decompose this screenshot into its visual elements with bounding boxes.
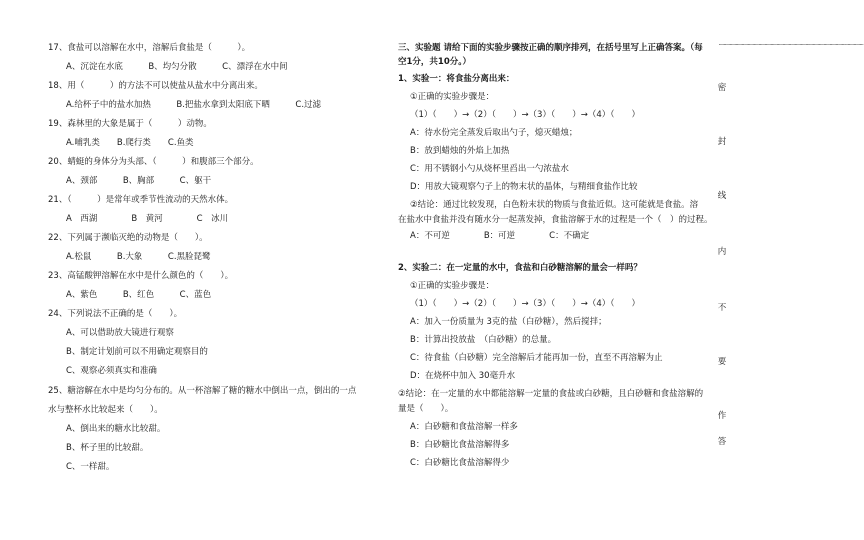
question-18-options: A.给杯子中的盐水加热 B.把盐水拿到太阳底下晒 C.过滤 — [66, 100, 322, 110]
exp2-order-blanks: （1）（ ）→（2）（ ）→（3）（ ）→（4）（ ） — [410, 299, 641, 309]
question-22: 22、下列属于濒临灭绝的动物是（ ）。 — [48, 233, 208, 243]
section-3-heading: 三、实验题 请给下面的实验步骤按正确的顺序排列，在括号里写上正确答案。（每 — [398, 43, 703, 53]
question-23-options: A、紫色 B、红色 C、蓝色 — [66, 290, 212, 300]
exp2-step-c: C：待食盐（白砂糖）完全溶解后才能再加一份，直至不再溶解为止 — [410, 353, 663, 363]
question-24-option-b: B、制定计划前可以不用确定观察目的 — [66, 347, 208, 357]
exp1-answer-options: A：不可逆 B：可逆 C：不确定 — [410, 231, 590, 241]
seal-dotted-line: ………………………………………………………………………………………………………… — [719, 40, 864, 47]
seal-char-3: 线 — [714, 190, 730, 202]
exp2-step-a: A：加入一份质量为 3克的盐（白砂糖），然后搅拌； — [410, 317, 607, 327]
question-24-option-c: C、观察必须真实和准确 — [66, 366, 157, 376]
question-21-options: A 西湖 B 黄河 C 冰川 — [66, 214, 229, 224]
question-23: 23、高锰酸钾溶解在水中是什么颜色的（ ）。 — [48, 271, 234, 281]
exp2-steps-label: ①正确的实验步骤是： — [410, 281, 495, 291]
question-20: 20、蜻蜓的身体分为头部、（ ）和腹部三个部分。 — [48, 157, 259, 167]
question-18: 18、用（ ）的方法不可以使盐从盐水中分离出来。 — [48, 81, 263, 91]
seal-char-6: 要 — [714, 356, 730, 368]
question-25-cont: 水与整杯水比较起来（ ）。 — [48, 405, 163, 415]
question-17: 17、食盐可以溶解在水中，溶解后食盐是（ ）。 — [48, 43, 251, 53]
exp2-step-d: D：在烧杯中加入 30毫升水 — [410, 371, 516, 381]
question-25-option-a: A、倒出来的糖水比较甜。 — [66, 424, 166, 434]
question-22-options: A.松鼠 B.大象 C.黑脸琵鹭 — [66, 252, 211, 262]
question-25-option-c: C、一样甜。 — [66, 462, 115, 472]
seal-char-2: 封 — [714, 136, 730, 148]
question-25: 25、糖溶解在水中是均匀分布的。从一杯溶解了糖的糖水中倒出一点，倒出的一点 — [48, 386, 357, 396]
exp2-option-b: B：白砂糖比食盐溶解得多 — [410, 440, 510, 450]
experiment-2-title: 2、实验二：在一定量的水中，食盐和白砂糖溶解的量会一样吗？ — [398, 263, 642, 273]
question-21: 21、（ ）是常年或季节性流动的天然水体。 — [48, 195, 234, 205]
exp1-step-a: A：待水份完全蒸发后取出勺子，熄灭蜡烛； — [410, 128, 578, 138]
question-24-option-a: A、可以借助放大镜进行观察 — [66, 328, 174, 338]
exp2-option-a: A：白砂糖和食盐溶解一样多 — [410, 422, 518, 432]
exp1-steps-label: ①正确的实验步骤是： — [410, 92, 495, 102]
question-19: 19、森林里的大象是属于（ ）动物。 — [48, 119, 212, 129]
seal-char-5: 不 — [714, 302, 730, 314]
exp1-conclusion-cont: 在盐水中食盐并没有随水分一起蒸发掉，食盐溶解于水的过程是一个（ ）的过程。 — [398, 215, 713, 225]
question-17-options: A、沉淀在水底 B、均匀分散 C、漂浮在水中间 — [66, 62, 288, 72]
seal-char-8: 答 — [714, 436, 730, 448]
experiment-1-title: 1、实验一：将食盐分离出来： — [398, 74, 515, 84]
question-20-options: A、颈部 B、胸部 C、躯干 — [66, 176, 212, 186]
question-25-option-b: B、杯子里的比较甜。 — [66, 443, 149, 453]
exp1-order-blanks: （1）（ ）→（2）（ ）→（3）（ ）→（4）（ ） — [410, 110, 641, 120]
section-3-heading-cont: 空1分，共10分。） — [398, 57, 471, 67]
exp1-step-c: C：用不锈钢小勺从烧杯里舀出一勺浓盐水 — [410, 164, 569, 174]
seal-char-7: 作 — [714, 410, 730, 422]
question-24: 24、下列说法不正确的是（ ）。 — [48, 309, 183, 319]
exp1-step-b: B：放到蜡烛的外焰上加热 — [410, 146, 510, 156]
exp2-step-b: B：计算出投放盐 （白砂糖）的总量。 — [410, 335, 557, 345]
exp2-conclusion-cont: 量是（ ）。 — [398, 404, 454, 414]
question-19-options: A.哺乳类 B.爬行类 C.鱼类 — [66, 138, 194, 148]
seal-char-1: 密 — [714, 82, 730, 94]
seal-char-4: 内 — [714, 246, 730, 258]
exp1-step-d: D：用放大镜观察勺子上的物末状的晶体，与精细食盐作比较 — [410, 182, 638, 192]
exp2-conclusion: ②结论：在一定量的水中都能溶解一定量的食盐或白砂糖，且白砂糖和食盐溶解的 — [398, 389, 704, 399]
exp2-option-c: C：白砂糖比食盐溶解得少 — [410, 458, 510, 468]
exp1-conclusion: ②结论：通过比较发现，白色粉末状的物质与食盐近似。这可能就是食盐。溶 — [410, 200, 699, 210]
